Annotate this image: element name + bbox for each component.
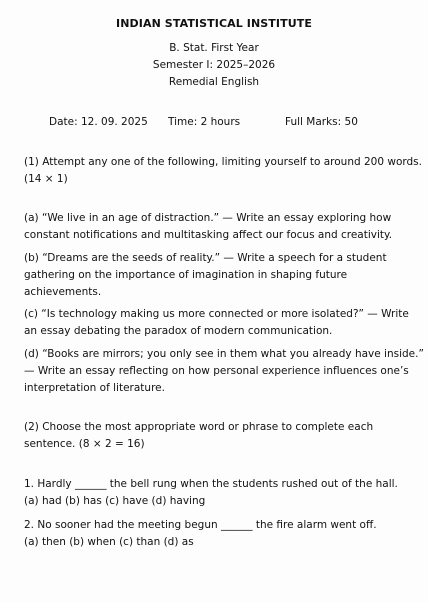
option-line: (d) “Books are mirrors; you only see in them what you already have inside.” (24, 348, 424, 360)
q1-instruction-line: (14 × 1) (24, 173, 68, 185)
option-line: gathering on the importance of imagination in shaping future (24, 269, 348, 281)
q1-option-a (24, 210, 404, 244)
q2-item-1 (24, 476, 404, 510)
q1-option-d (24, 346, 424, 397)
item-sentence: 1. Hardly ______ the bell rung when the students rushed out of the hall. (24, 478, 398, 490)
exam-date: Date: 12. 09. 2025 (49, 116, 148, 128)
q2-instruction (24, 419, 404, 453)
q2-instruction-line: (2) Choose the most appropriate word or phrase to complete each (24, 421, 374, 433)
option-line: (c) “Is technology making us more connected or more isolated?” — Write (24, 308, 409, 320)
q2-instruction-line: sentence. (8 × 2 = 16) (24, 438, 145, 450)
option-line: an essay debating the paradox of modern communication. (24, 325, 333, 337)
option-line: (b) “Dreams are the seeds of reality.” — Write a speech for a student (24, 252, 387, 264)
exam-duration: Time: 2 hours (168, 116, 241, 128)
full-marks: Full Marks: 50 (285, 116, 358, 128)
option-line: achievements. (24, 286, 102, 298)
course-title: Remedial English (168, 76, 260, 88)
option-line: — Write an essay reflecting on how personal experience influences one’s (24, 365, 409, 377)
q1-option-b (24, 250, 404, 301)
option-line: constant notifications and multitasking affect our focus and creativity. (24, 229, 393, 241)
q1-instruction-line: (1) Attempt any one of the following, limiting yourself to around 200 words. (24, 156, 422, 168)
institute-name: INDIAN STATISTICAL INSTITUTE (116, 17, 312, 30)
q1-instruction (24, 154, 422, 188)
item-options: (a) then (b) when (c) than (d) as (24, 536, 194, 548)
q2-item-2 (24, 517, 404, 551)
item-options: (a) had (b) has (c) have (d) having (24, 495, 206, 507)
item-sentence: 2. No sooner had the meeting begun ______ the fire alarm went off. (24, 519, 377, 531)
option-line: (a) “We live in an age of distraction.” — Write an essay exploring how (24, 212, 392, 224)
semester-label: Semester I: 2025–2026 (152, 59, 276, 71)
program-name: B. Stat. First Year (169, 42, 259, 54)
option-line: interpretation of literature. (24, 382, 165, 394)
q1-option-c (24, 306, 409, 340)
